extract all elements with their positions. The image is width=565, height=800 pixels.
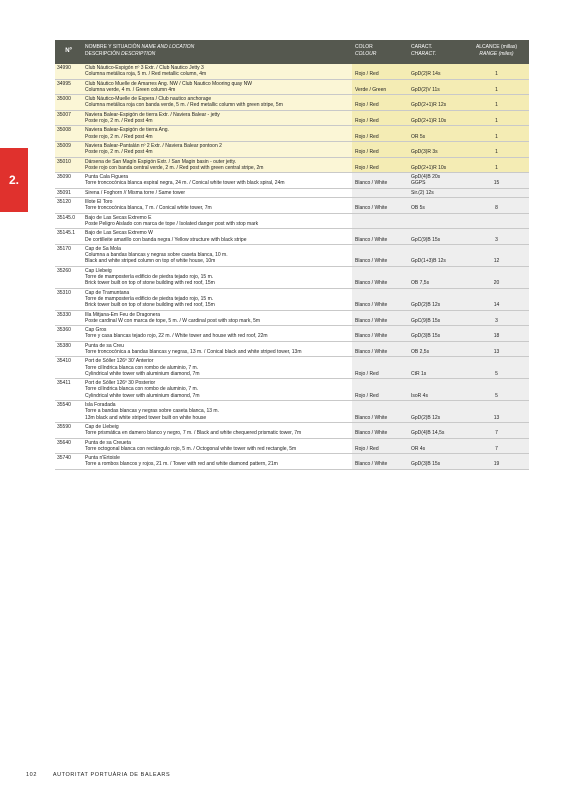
light-range: 13: [464, 342, 529, 357]
light-name: Naviera Balear-Pantalán nº 2 Extr. / Naviera Balear pontoon 2: [85, 142, 222, 149]
light-number: 35260: [57, 267, 71, 274]
light-name-description: [82, 126, 352, 141]
light-name-description: [82, 229, 352, 244]
light-characteristic-value: GpD(4)B 20s: [411, 174, 441, 181]
light-colour: Blanco / White: [352, 454, 408, 469]
table-row: [55, 142, 529, 158]
light-characteristic: [408, 80, 464, 95]
header-range-es: ALCANCE: [475, 44, 500, 50]
header-char-es: CARACT.: [411, 44, 433, 50]
page-footer: [26, 772, 170, 778]
light-name: Naviera Balear-Espigón de tierra Extr. / Naviera Balear - jetty: [85, 111, 220, 118]
light-characteristic: [408, 357, 464, 378]
light-name-description: [82, 64, 352, 79]
table-row: [55, 267, 529, 289]
light-name-description: [82, 80, 352, 95]
light-description: Torre troncocónica blanca, 7 m. / Conical white tower, 7m: [85, 205, 212, 212]
light-colour: Blanco / White: [352, 401, 408, 422]
light-colour: Blanco / White: [352, 198, 408, 213]
light-range: 3: [464, 229, 529, 244]
light-name-description: [82, 245, 352, 266]
header-name: [82, 40, 352, 64]
table-header: [55, 40, 529, 64]
light-characteristic: [408, 267, 464, 288]
light-name-description: [82, 401, 352, 422]
header-range: [464, 40, 529, 64]
light-colour: Blanco / White: [352, 267, 408, 288]
light-characteristic-value: GpC(9)B 15s: [411, 236, 441, 243]
light-name: Punta de sa Creueta: [85, 439, 131, 446]
light-range: [464, 189, 529, 197]
light-name: Cap Llebeig: [85, 267, 112, 274]
table-row: [55, 126, 529, 142]
table-row: [55, 379, 529, 401]
light-characteristic: [408, 173, 464, 188]
header-characteristics: [408, 40, 464, 64]
light-colour: Blanco / White: [352, 173, 408, 188]
light-description: Columna metálica roja, 5 m. / Red metallic column, 4m: [85, 71, 207, 78]
section-tab: 2.: [0, 148, 28, 212]
light-range: 5: [464, 379, 529, 400]
light-range: 3: [464, 311, 529, 326]
light-range: 8: [464, 198, 529, 213]
header-name-en: NAME AND LOCATION: [141, 44, 195, 50]
light-name-description: [82, 173, 352, 188]
light-range: 1: [464, 64, 529, 79]
light-range: 13: [464, 401, 529, 422]
light-characteristic-value: GpD(2)B 12s: [411, 414, 441, 421]
light-description: Torre cilíndrica blanca con rombo de aluminio, 7 m.: [85, 386, 199, 393]
light-characteristic-value: GpD(2)R 14s: [411, 71, 441, 78]
light-number: 35009: [57, 142, 71, 149]
table-row: [55, 342, 529, 358]
light-name: Isla Foradada: [85, 402, 116, 409]
table-row: [55, 111, 529, 127]
light-range: [464, 214, 529, 229]
table-row: [55, 173, 529, 189]
light-description: Torre a rombos blancos y rojos, 21 m. / Tower with red and white diamond pattern, 21m: [85, 461, 278, 468]
light-characteristic-value: GpD(3)B 15s: [411, 461, 441, 468]
light-description: Columna a bandas blancas y negras sobre caseta blanca, 10 m.: [85, 252, 228, 259]
light-characteristic: [408, 439, 464, 454]
light-name: Punta Cala Figuera: [85, 174, 129, 181]
header-desc-es: DESCRIPCIÓN: [85, 50, 120, 57]
light-number: 35145.0: [57, 214, 76, 221]
light-colour: Blanco / White: [352, 245, 408, 266]
light-range: 12: [464, 245, 529, 266]
light-description: Columna verde, 4 m. / Green column 4m: [85, 86, 176, 93]
light-characteristic-value: GpD(2)B 12s: [411, 302, 441, 309]
light-range: 1: [464, 80, 529, 95]
light-number: 35740: [57, 455, 71, 462]
light-characteristic: [408, 311, 464, 326]
light-name-description: [82, 267, 352, 288]
light-name: Club Náutico Muelle de Amarres Ang. NW / Club Nautico Mooring quay NW: [85, 80, 253, 87]
light-characteristic-value: OB 2,5s: [411, 348, 430, 355]
light-characteristic: [408, 423, 464, 438]
light-name: Illa Mitjana-Em Feu de Dragonera: [85, 311, 161, 318]
light-colour: Rojo / Red: [352, 357, 408, 378]
light-colour: Rojo / Red: [352, 158, 408, 173]
light-range: 7: [464, 439, 529, 454]
light-description: Cylindrical white tower with aluminium diamond, 7m: [85, 370, 200, 377]
light-name: Port de Sóller 126º 30 Posterior: [85, 380, 156, 387]
table-row: [55, 214, 529, 230]
header-number: Nº: [65, 48, 72, 54]
light-number: 35330: [57, 311, 71, 318]
light-description: Torre y casa blancas tejado rojo, 22 m. / White tower and house with red roof, 22m: [85, 333, 268, 340]
light-number: 35590: [57, 423, 71, 430]
light-characteristic-value: OR 5s: [411, 133, 426, 140]
light-range: 18: [464, 326, 529, 341]
light-characteristic-value: IsoR 4s: [411, 392, 428, 399]
light-name: Dársena de San Magín Espigón Extr. / San Magin basin - outer jetty.: [85, 158, 237, 165]
light-name: Port de Sóller 126º 30' Anterior: [85, 358, 154, 365]
light-characteristic: [408, 214, 464, 229]
light-name-description: [82, 111, 352, 126]
light-range: 1: [464, 158, 529, 173]
light-description: Torre cilíndrica blanca con rombo de aluminio, 7 m.: [85, 364, 199, 371]
light-colour: Verde / Green: [352, 80, 408, 95]
header-char-en: CHARACT.: [411, 50, 437, 57]
light-characteristic-value: GpC(9)B 15s: [411, 317, 441, 324]
table-row: [55, 326, 529, 342]
light-name: Club Náutico-Espigón nº 3 Extr. / Club Nautico Jetty 3: [85, 65, 204, 71]
light-characteristic: [408, 158, 464, 173]
light-name: Cap de Llebeig: [85, 423, 119, 430]
light-name-description: [82, 454, 352, 469]
light-name-description: [82, 289, 352, 310]
light-characteristic-value: GpD(2+1)R 10s: [411, 118, 447, 125]
light-description: Torre troncocónica blanca espiral negra, 24 m. / Conical white tower with black spiral, 24m: [85, 180, 285, 187]
light-number: 35640: [57, 439, 71, 446]
light-colour: Blanco / White: [352, 229, 408, 244]
light-colour: Rojo / Red: [352, 379, 408, 400]
light-colour: Rojo / Red: [352, 64, 408, 79]
light-range: 20: [464, 267, 529, 288]
table-row: [55, 95, 529, 111]
table-row: [55, 189, 529, 198]
light-number: 35145.1: [57, 230, 76, 237]
light-number: 35360: [57, 327, 71, 334]
light-number: 35000: [57, 96, 71, 103]
header-colour-en: COLOUR: [355, 50, 377, 57]
light-characteristic-value: OB 7,5s: [411, 280, 430, 287]
light-description: Brick tower built on top of stone building with red roof, 15m: [85, 280, 215, 287]
light-colour: Rojo / Red: [352, 439, 408, 454]
light-number: 35010: [57, 158, 71, 165]
table-row: [55, 64, 529, 80]
light-characteristic: [408, 142, 464, 157]
light-number: 35090: [57, 174, 71, 181]
light-name-description: [82, 198, 352, 213]
publisher-name: AUTORITAT PORTUÀRIA DE BALEARS: [52, 772, 171, 778]
light-range: 19: [464, 454, 529, 469]
light-description: Torre de mampostería edificio de piedra tejado rojo, 15 m.: [85, 274, 214, 281]
light-range: 5: [464, 357, 529, 378]
table-row: [55, 158, 529, 174]
light-name: Bajo de Las Secas Extremo W: [85, 230, 153, 237]
light-name: Illote El Toro: [85, 199, 113, 206]
header-range-en-unit: (miles): [498, 50, 514, 57]
light-name: Cap Gros: [85, 327, 107, 334]
light-characteristic-value: GpD(3)R 3s: [411, 149, 438, 156]
light-characteristic-value: Sir.(2) 12s: [411, 189, 434, 196]
light-characteristic-value: CtR 1s: [411, 370, 427, 377]
header-desc-en: DESCRIPTION: [121, 50, 156, 57]
light-characteristic: [408, 326, 464, 341]
header-colour: [352, 40, 408, 64]
light-characteristic-value: OB 5s: [411, 205, 425, 212]
light-description: Torre a bandas blancas y negras sobre caseta blanca, 13 m.: [85, 408, 219, 415]
table-row: [55, 454, 529, 470]
light-description: Cylindrical white tower with aluminium diamond, 7m: [85, 392, 200, 399]
light-characteristic-value: GpD(2)V 11s: [411, 86, 440, 93]
light-number: 35410: [57, 358, 71, 365]
light-description: 13m black and white striped tower built on white house: [85, 414, 207, 421]
light-colour: [352, 189, 408, 197]
light-name: Punta de sa Creu: [85, 342, 124, 349]
light-description: Poste cardinal W con marca de tope, 5 m. / W cardinal post with stop mark, 5m: [85, 317, 261, 324]
light-number: 34995: [57, 80, 71, 87]
light-colour: Blanco / White: [352, 423, 408, 438]
light-description: Poste rojo, 2 m. / Red post 4m: [85, 133, 153, 140]
light-number: 35411: [57, 380, 71, 387]
light-colour: Blanco / White: [352, 311, 408, 326]
light-characteristic: [408, 111, 464, 126]
light-characteristic: [408, 245, 464, 266]
light-name: Punta n'Ertoisle: [85, 455, 120, 462]
light-description: Columna metálica roja con banda verde, 5 m. / Red metallic column with green stripe, 5m: [85, 102, 283, 109]
light-colour: Rojo / Red: [352, 111, 408, 126]
light-characteristic: [408, 454, 464, 469]
light-colour: Rojo / Red: [352, 95, 408, 110]
light-colour: Blanco / White: [352, 326, 408, 341]
light-characteristic: [408, 189, 464, 197]
light-characteristic: [408, 95, 464, 110]
light-name-description: [82, 326, 352, 341]
light-description: Poste rojo, 2 m. / Red post 4m: [85, 118, 153, 125]
header-name-es: NOMBRE Y SITUACIÓN: [85, 44, 141, 50]
table-row: [55, 198, 529, 214]
light-characteristic: [408, 401, 464, 422]
page-number: 102: [26, 772, 37, 778]
table-row: [55, 229, 529, 245]
light-colour: Rojo / Red: [352, 142, 408, 157]
light-characteristic-value: GpD(1+3)B 12s: [411, 258, 446, 265]
light-name: Cap de Sa Mola: [85, 245, 121, 252]
light-characteristic: [408, 64, 464, 79]
light-number: 35008: [57, 127, 71, 134]
light-description: Poste rojo con banda central verde, 2 m. / Red post with green central stripe, 2m: [85, 164, 264, 171]
light-name: Cap de Tramuntana: [85, 289, 130, 296]
light-number: 35120: [57, 199, 71, 206]
light-name-description: [82, 439, 352, 454]
light-characteristic-value: GpD(2+1)R 10s: [411, 164, 447, 171]
light-description: Torre prismática en damero blanco y negro, 7 m. / Black and white chequered prismatic tower, 7m: [85, 430, 302, 437]
light-range: 1: [464, 111, 529, 126]
light-characteristic-value: OR 4s: [411, 445, 426, 452]
light-number: 35310: [57, 289, 71, 296]
light-characteristic: [408, 229, 464, 244]
light-name: Club Náutico-Muelle de Espera / Club nautico anchorage: [85, 96, 212, 103]
header-range-en: RANGE: [479, 50, 498, 57]
light-description: Poste Peligro Aislado con marca de tope / Isolated danger post with stop mark: [85, 220, 259, 227]
light-range: 7: [464, 423, 529, 438]
table-row: [55, 439, 529, 455]
light-colour: [352, 214, 408, 229]
light-characteristic-value: GpD(4)B 14,5s: [411, 430, 445, 437]
light-name: Naviera Balear-Espigón de tierra Ang.: [85, 127, 169, 134]
lights-table: [55, 40, 529, 470]
light-characteristic: [408, 126, 464, 141]
light-number: 34990: [57, 65, 71, 71]
light-name-description: [82, 95, 352, 110]
light-name-description: [82, 158, 352, 173]
light-number: 35540: [57, 402, 71, 409]
header-colour-es: COLOR: [355, 44, 373, 50]
light-characteristic: [408, 198, 464, 213]
light-number: 35380: [57, 342, 71, 349]
light-range: 1: [464, 126, 529, 141]
light-range: 1: [464, 95, 529, 110]
table-row: [55, 357, 529, 379]
light-colour: Blanco / White: [352, 289, 408, 310]
header-range-es-unit: (millas): [500, 44, 518, 50]
light-name-description: [82, 142, 352, 157]
light-range: 14: [464, 289, 529, 310]
light-name-description: [82, 214, 352, 229]
table-row: [55, 423, 529, 439]
light-number: 35007: [57, 111, 71, 118]
light-description: Torre de mampostería edificio de piedra tejado rojo, 15 m.: [85, 295, 214, 302]
light-description: Poste rojo, 2 m. / Red post 4m: [85, 149, 153, 156]
light-name: Sirena / Foghorn // Misma torre / Same tower: [85, 189, 186, 196]
table-row: [55, 245, 529, 267]
light-characteristic: [408, 379, 464, 400]
light-characteristic-value: GpD(3)B 15s: [411, 333, 441, 340]
table-row: [55, 80, 529, 96]
light-name-description: [82, 423, 352, 438]
light-characteristic: [408, 342, 464, 357]
light-characteristic-extra: GGPS: [411, 180, 426, 187]
light-number: 35170: [57, 245, 71, 252]
table-row: [55, 401, 529, 423]
light-range: 15: [464, 173, 529, 188]
light-name-description: [82, 357, 352, 378]
table-row: [55, 311, 529, 327]
light-characteristic-value: GpD(2+1)R 12s: [411, 102, 447, 109]
table-body: [55, 64, 529, 470]
light-characteristic: [408, 289, 464, 310]
light-description: Brick tower built on top of stone building with red roof, 15m: [85, 302, 215, 309]
light-range: 1: [464, 142, 529, 157]
light-name: Bajo de Las Secas Extremo E: [85, 214, 152, 221]
light-name-description: [82, 189, 352, 197]
table-row: [55, 289, 529, 311]
light-number: 35091: [57, 189, 71, 196]
light-name-description: [82, 342, 352, 357]
light-name-description: [82, 311, 352, 326]
light-description: Torre octogonal blanca con rectángulo rojo, 5 m. / Octogonal white tower with red rectangle, 5m: [85, 445, 297, 452]
light-description: Torre troncocónica a bandas blancas y negras, 13 m. / Conical black and white striped tower, 13m: [85, 348, 302, 355]
light-description: Black and white striped column on top of white house, 10m: [85, 258, 216, 265]
light-colour: Blanco / White: [352, 342, 408, 357]
light-name-description: [82, 379, 352, 400]
light-colour: Rojo / Red: [352, 126, 408, 141]
light-description: De cortilleite amarillo con banda negra / Yellow structure with black stripe: [85, 236, 247, 243]
